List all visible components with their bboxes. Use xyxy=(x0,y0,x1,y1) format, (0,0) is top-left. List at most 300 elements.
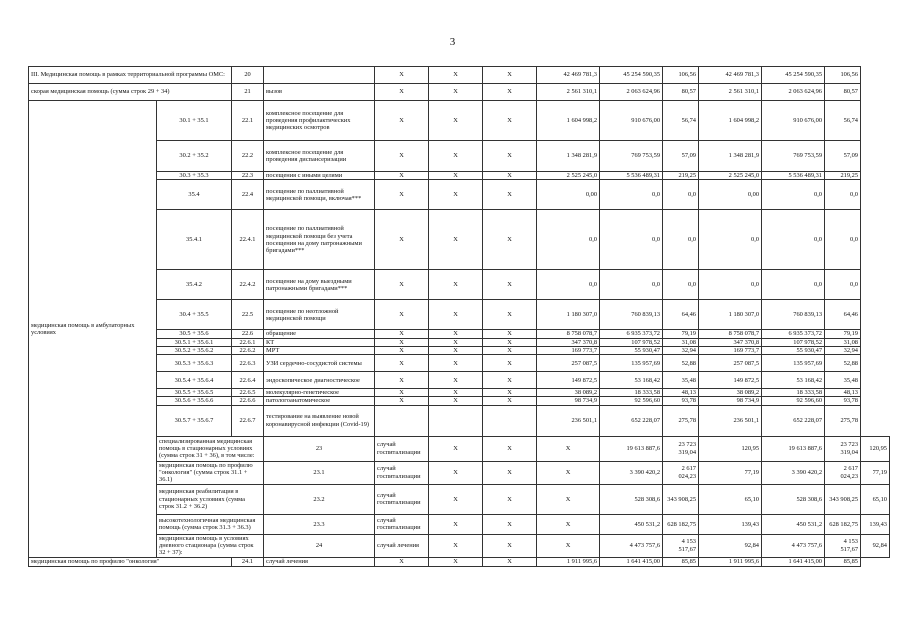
row-value-3: 64,46 xyxy=(663,300,699,330)
row-value-4: 347 370,8 xyxy=(699,338,762,346)
row-line-number: 23.2 xyxy=(264,484,375,514)
row-value-2: 0,0 xyxy=(600,270,663,300)
row-x-3: X xyxy=(483,172,537,180)
row-line-number: 22.4.2 xyxy=(232,270,264,300)
row-x-2: X xyxy=(429,557,483,566)
table-row xyxy=(29,141,890,172)
row-value-6: 31,08 xyxy=(825,338,861,346)
row-unit: посещение на дому выездными патронажными бригадами*** xyxy=(264,270,375,300)
table-row xyxy=(29,346,890,354)
row-unit xyxy=(264,67,375,84)
row-x-3: X xyxy=(483,67,537,84)
row-value-2: 5 536 489,31 xyxy=(600,172,663,180)
page-number: 3 xyxy=(449,36,456,48)
row-value-5: 6 935 373,72 xyxy=(762,330,825,338)
table-row xyxy=(29,300,890,330)
row-line-number: 22.5 xyxy=(232,300,264,330)
medical-care-table xyxy=(28,66,890,567)
row-value-4: 2 561 310,1 xyxy=(699,84,762,101)
row-value-1: 98 734,9 xyxy=(537,397,600,405)
table-row xyxy=(29,355,890,372)
row-value-6: 79,19 xyxy=(825,330,861,338)
row-unit: случай лечения xyxy=(264,557,375,566)
row-value-3: 93,78 xyxy=(663,397,699,405)
row-formula: 30.3 + 35.3 xyxy=(157,172,232,180)
row-x-2: X xyxy=(429,372,483,389)
row-unit: случай госпитализации xyxy=(375,461,429,484)
row-value-2: 652 228,07 xyxy=(600,405,663,436)
row-formula: 30.5 + 35.6 xyxy=(157,330,232,338)
row-value-5: 2 063 624,96 xyxy=(762,84,825,101)
row-label: высокотехнологичная медицинская помощь (сумма строк 31.3 + 36.3) xyxy=(157,514,264,534)
row-formula: 30.5.4 + 35.6.4 xyxy=(157,372,232,389)
row-unit: комплексное посещение для проведения диспансеризации xyxy=(264,141,375,172)
row-x-2: X xyxy=(483,436,537,461)
row-value-2: 769 753,59 xyxy=(600,141,663,172)
row-value-2: 135 957,69 xyxy=(600,355,663,372)
row-x-2 xyxy=(429,405,483,436)
table-row xyxy=(29,210,890,270)
row-value-6: 80,57 xyxy=(825,84,861,101)
row-line-number: 22.6.3 xyxy=(232,355,264,372)
table-row xyxy=(29,461,890,484)
row-unit: МРТ xyxy=(264,346,375,354)
row-x-2: X xyxy=(429,300,483,330)
row-value-5: 0,0 xyxy=(762,210,825,270)
row-value-2: 107 978,52 xyxy=(600,338,663,346)
row-line-number: 22.6.7 xyxy=(232,405,264,436)
row-value-5: 45 254 590,35 xyxy=(762,67,825,84)
row-value-4: 1 911 995,6 xyxy=(699,557,762,566)
row-value-3: 106,56 xyxy=(663,67,699,84)
row-value-3: 48,13 xyxy=(663,389,699,397)
row-x-2: X xyxy=(429,270,483,300)
row-value-4: 450 531,2 xyxy=(762,514,825,534)
row-value-1: 528 308,6 xyxy=(600,484,663,514)
row-line-number: 24.1 xyxy=(232,557,264,566)
row-line-number: 22.4 xyxy=(232,180,264,210)
row-value-2: 6 935 373,72 xyxy=(600,330,663,338)
row-x-1: X xyxy=(429,461,483,484)
row-value-1: 4 473 757,6 xyxy=(600,534,663,557)
row-value-2: 18 333,58 xyxy=(600,389,663,397)
row-value-1: 1 604 998,2 xyxy=(537,101,600,141)
row-value-4: 98 734,9 xyxy=(699,397,762,405)
row-formula: 35.4 xyxy=(157,180,232,210)
row-value-1: 1 348 281,9 xyxy=(537,141,600,172)
row-value-6: 275,78 xyxy=(825,405,861,436)
row-value-6: 0,0 xyxy=(825,210,861,270)
row-value-2: 0,0 xyxy=(600,180,663,210)
row-value-3: 0,0 xyxy=(663,270,699,300)
row-value-1: 3 390 420,2 xyxy=(600,461,663,484)
row-line-number: 23.3 xyxy=(264,514,375,534)
row-value-4: 169 773,7 xyxy=(699,346,762,354)
row-value-6: 0,0 xyxy=(825,270,861,300)
row-line-number: 22.1 xyxy=(232,101,264,141)
row-formula: 30.4 + 35.5 xyxy=(157,300,232,330)
row-value-6: 56,74 xyxy=(825,101,861,141)
row-value-1: 347 370,8 xyxy=(537,338,600,346)
row-x-3: X xyxy=(483,346,537,354)
row-value-3: 0,0 xyxy=(663,180,699,210)
row-line-number: 22.4.1 xyxy=(232,210,264,270)
row-label: скорая медицинская помощь (сумма строк 29 + 34) xyxy=(29,84,232,101)
row-value-5: 55 930,47 xyxy=(762,346,825,354)
row-value-6: 219,25 xyxy=(825,172,861,180)
table-row xyxy=(29,397,890,405)
row-value-2: 1 641 415,00 xyxy=(600,557,663,566)
row-value-3: 120,95 xyxy=(699,436,762,461)
row-value-5: 5 536 489,31 xyxy=(762,172,825,180)
row-x-2: X xyxy=(429,67,483,84)
row-formula: 30.5.3 + 35.6.3 xyxy=(157,355,232,372)
row-value-4: 3 390 420,2 xyxy=(762,461,825,484)
row-value-4: 0,0 xyxy=(699,210,762,270)
row-group-label: медицинская помощь в амбулаторных условиях xyxy=(29,101,157,558)
row-value-4: 0,00 xyxy=(699,180,762,210)
row-value-3: 32,94 xyxy=(663,346,699,354)
row-x-3: X xyxy=(483,141,537,172)
row-x-2: X xyxy=(483,484,537,514)
row-x-1: X xyxy=(375,172,429,180)
row-x-2: X xyxy=(429,101,483,141)
row-value-1: 38 089,2 xyxy=(537,389,600,397)
row-unit: КТ xyxy=(264,338,375,346)
row-value-3: 77,19 xyxy=(699,461,762,484)
row-value-5: 760 839,13 xyxy=(762,300,825,330)
row-value-4: 42 469 781,3 xyxy=(699,67,762,84)
table-row xyxy=(29,101,890,141)
row-line-number: 20 xyxy=(232,67,264,84)
row-value-3: 0,0 xyxy=(663,210,699,270)
table-row xyxy=(29,436,890,461)
row-x-3: X xyxy=(483,300,537,330)
row-x-3: X xyxy=(483,180,537,210)
row-value-5: 0,0 xyxy=(762,180,825,210)
row-x-1: X xyxy=(375,141,429,172)
row-value-4: 1 604 998,2 xyxy=(699,101,762,141)
row-value-3: 79,19 xyxy=(663,330,699,338)
row-formula: 30.5.7 + 35.6.7 xyxy=(157,405,232,436)
row-unit: случай госпитализации xyxy=(375,514,429,534)
row-unit: посещение по неотложной медицинской помощи xyxy=(264,300,375,330)
row-value-3: 275,78 xyxy=(663,405,699,436)
row-x-3 xyxy=(483,405,537,436)
row-value-5: 107 978,52 xyxy=(762,338,825,346)
row-value-5: 53 168,42 xyxy=(762,372,825,389)
row-value-5: 18 333,58 xyxy=(762,389,825,397)
row-value-4: 1 348 281,9 xyxy=(699,141,762,172)
table-row xyxy=(29,405,890,436)
row-value-5: 628 182,75 xyxy=(825,514,861,534)
row-value-6: 0,0 xyxy=(825,180,861,210)
row-value-1: 8 758 078,7 xyxy=(537,330,600,338)
row-x-2: X xyxy=(483,461,537,484)
row-x-1: X xyxy=(375,330,429,338)
row-value-1: 236 501,1 xyxy=(537,405,600,436)
row-label: III. Медицинская помощь в рамках территориальной программы ОМС: xyxy=(29,67,232,84)
row-x-1: X xyxy=(375,270,429,300)
row-value-4: 528 308,6 xyxy=(762,484,825,514)
row-value-3: 92,84 xyxy=(699,534,762,557)
row-x-3: X xyxy=(483,338,537,346)
row-value-3: 80,57 xyxy=(663,84,699,101)
row-formula: 30.5.2 + 35.6.2 xyxy=(157,346,232,354)
row-value-3: 31,08 xyxy=(663,338,699,346)
row-value-5: 23 723 319,04 xyxy=(825,436,861,461)
row-unit: патологоанатомическое xyxy=(264,397,375,405)
row-unit: вызов xyxy=(264,84,375,101)
row-value-5: 4 153 517,67 xyxy=(825,534,861,557)
row-x-3: X xyxy=(483,101,537,141)
row-x-1: X xyxy=(375,101,429,141)
row-value-6: 57,09 xyxy=(825,141,861,172)
row-value-4: 257 087,5 xyxy=(699,355,762,372)
row-value-5: 343 908,25 xyxy=(825,484,861,514)
row-x-2: X xyxy=(429,330,483,338)
row-x-3: X xyxy=(483,355,537,372)
row-value-6: 77,19 xyxy=(861,461,890,484)
row-value-3: 139,43 xyxy=(699,514,762,534)
table-row xyxy=(29,534,890,557)
row-x-3: X xyxy=(537,461,600,484)
row-value-5: 92 596,60 xyxy=(762,397,825,405)
table-row xyxy=(29,484,890,514)
table-row xyxy=(29,389,890,397)
table-row xyxy=(29,372,890,389)
row-line-number: 23.1 xyxy=(264,461,375,484)
row-value-1: 450 531,2 xyxy=(600,514,663,534)
row-unit: комплексное посещение для проведения профилактических медицинских осмотров xyxy=(264,101,375,141)
row-value-6: 93,78 xyxy=(825,397,861,405)
row-value-6: 32,94 xyxy=(825,346,861,354)
row-line-number: 22.2 xyxy=(232,141,264,172)
row-value-6: 52,88 xyxy=(825,355,861,372)
row-line-number: 22.6.5 xyxy=(232,389,264,397)
row-x-2: X xyxy=(429,397,483,405)
row-x-2: X xyxy=(429,180,483,210)
row-value-2: 92 596,60 xyxy=(600,397,663,405)
row-value-6: 139,43 xyxy=(861,514,890,534)
row-x-1: X xyxy=(429,534,483,557)
row-value-1: 257 087,5 xyxy=(537,355,600,372)
row-value-2: 53 168,42 xyxy=(600,372,663,389)
row-x-1: X xyxy=(375,67,429,84)
row-value-2: 343 908,25 xyxy=(663,484,699,514)
row-line-number: 24 xyxy=(264,534,375,557)
table-row xyxy=(29,180,890,210)
row-value-5: 1 641 415,00 xyxy=(762,557,825,566)
row-value-4: 0,0 xyxy=(699,270,762,300)
row-value-1: 0,0 xyxy=(537,210,600,270)
row-x-1: X xyxy=(375,397,429,405)
row-unit: случай лечения xyxy=(375,534,429,557)
row-x-3: X xyxy=(537,534,600,557)
table-row xyxy=(29,338,890,346)
row-value-1: 2 525 245,0 xyxy=(537,172,600,180)
row-line-number: 23 xyxy=(264,436,375,461)
row-x-1: X xyxy=(375,389,429,397)
row-line-number: 22.6.4 xyxy=(232,372,264,389)
row-value-4: 8 758 078,7 xyxy=(699,330,762,338)
row-x-1: X xyxy=(375,372,429,389)
row-line-number: 22.6 xyxy=(232,330,264,338)
row-x-2: X xyxy=(429,172,483,180)
row-label: медицинская помощь в условиях дневного стационара (сумма строк 32 + 37): xyxy=(157,534,264,557)
row-value-4: 4 473 757,6 xyxy=(762,534,825,557)
row-value-2: 0,0 xyxy=(600,210,663,270)
row-x-1: X xyxy=(375,210,429,270)
row-x-3: X xyxy=(483,270,537,300)
row-value-5: 135 957,69 xyxy=(762,355,825,372)
row-value-4: 1 180 307,0 xyxy=(699,300,762,330)
row-value-1: 42 469 781,3 xyxy=(537,67,600,84)
row-unit: эндоскопическое диагностическое xyxy=(264,372,375,389)
row-x-2: X xyxy=(483,534,537,557)
row-x-3: X xyxy=(483,557,537,566)
row-value-5: 769 753,59 xyxy=(762,141,825,172)
row-value-5: 652 228,07 xyxy=(762,405,825,436)
row-value-6: 92,84 xyxy=(861,534,890,557)
row-value-1: 0,0 xyxy=(537,270,600,300)
row-value-3: 85,85 xyxy=(663,557,699,566)
table-row xyxy=(29,330,890,338)
row-unit: посещения с иными целями xyxy=(264,172,375,180)
row-value-1: 169 773,7 xyxy=(537,346,600,354)
table-row xyxy=(29,270,890,300)
table-row xyxy=(29,172,890,180)
row-x-2: X xyxy=(429,141,483,172)
row-x-1: X xyxy=(429,436,483,461)
row-value-3: 57,09 xyxy=(663,141,699,172)
row-line-number: 21 xyxy=(232,84,264,101)
row-x-3: X xyxy=(483,372,537,389)
row-line-number: 22.3 xyxy=(232,172,264,180)
row-value-6: 48,13 xyxy=(825,389,861,397)
row-formula: 35.4.1 xyxy=(157,210,232,270)
row-x-2: X xyxy=(429,346,483,354)
row-value-4: 19 613 887,6 xyxy=(762,436,825,461)
row-x-1: X xyxy=(375,346,429,354)
row-label: медицинская помощь по профилю "онкология" (сумма строк 31.1 + 36.1) xyxy=(157,461,264,484)
row-unit: случай госпитализации xyxy=(375,484,429,514)
row-label: специализированная медицинская помощь в стационарных условиях (сумма строк 31 + 36), в том числе: xyxy=(157,436,264,461)
row-formula: 30.2 + 35.2 xyxy=(157,141,232,172)
row-value-6: 65,10 xyxy=(861,484,890,514)
table-row xyxy=(29,557,890,566)
row-value-2: 55 930,47 xyxy=(600,346,663,354)
table-row xyxy=(29,67,890,84)
row-formula: 30.5.6 + 35.6.6 xyxy=(157,397,232,405)
row-x-3: X xyxy=(483,397,537,405)
row-value-2: 910 676,00 xyxy=(600,101,663,141)
table-row xyxy=(29,84,890,101)
row-value-6: 106,56 xyxy=(825,67,861,84)
row-x-2: X xyxy=(429,389,483,397)
row-value-2: 2 063 624,96 xyxy=(600,84,663,101)
row-value-6: 35,48 xyxy=(825,372,861,389)
row-label: медицинская помощь по профилю "онкология" xyxy=(29,557,232,566)
row-value-4: 2 525 245,0 xyxy=(699,172,762,180)
row-value-4: 236 501,1 xyxy=(699,405,762,436)
row-value-3: 35,48 xyxy=(663,372,699,389)
row-x-1: X xyxy=(375,180,429,210)
row-x-3: X xyxy=(537,514,600,534)
row-value-1: 1 911 995,6 xyxy=(537,557,600,566)
row-formula: 30.1 + 35.1 xyxy=(157,101,232,141)
row-x-3: X xyxy=(483,84,537,101)
row-value-4: 38 089,2 xyxy=(699,389,762,397)
row-x-3: X xyxy=(483,210,537,270)
row-x-1: X xyxy=(429,484,483,514)
row-value-2: 628 182,75 xyxy=(663,514,699,534)
row-formula: 30.5.1 + 35.6.1 xyxy=(157,338,232,346)
row-x-2: X xyxy=(429,84,483,101)
row-formula: 30.5.5 + 35.6.5 xyxy=(157,389,232,397)
row-value-4: 149 872,5 xyxy=(699,372,762,389)
row-value-3: 56,74 xyxy=(663,101,699,141)
row-value-3: 65,10 xyxy=(699,484,762,514)
row-value-6: 64,46 xyxy=(825,300,861,330)
row-x-2: X xyxy=(429,338,483,346)
row-unit: посещение по паллиативной медицинской помощи, включая*** xyxy=(264,180,375,210)
row-value-2: 760 839,13 xyxy=(600,300,663,330)
row-x-2: X xyxy=(483,514,537,534)
row-x-1: X xyxy=(375,557,429,566)
row-x-3: X xyxy=(537,436,600,461)
row-x-2: X xyxy=(429,210,483,270)
row-unit: тестирование на выявление новой коронавирусной инфекции (Covid-19) xyxy=(264,405,375,436)
row-value-2: 4 153 517,67 xyxy=(663,534,699,557)
row-value-1: 19 613 887,6 xyxy=(600,436,663,461)
row-unit: посещение по паллиативной медицинской помощи без учета посещения на дому патронажными бригадами*** xyxy=(264,210,375,270)
row-value-5: 910 676,00 xyxy=(762,101,825,141)
row-value-6: 85,85 xyxy=(825,557,861,566)
row-value-5: 0,0 xyxy=(762,270,825,300)
row-value-2: 23 723 319,04 xyxy=(663,436,699,461)
row-value-1: 149 872,5 xyxy=(537,372,600,389)
row-x-2: X xyxy=(429,355,483,372)
row-value-3: 52,88 xyxy=(663,355,699,372)
row-value-2: 2 617 024,23 xyxy=(663,461,699,484)
row-x-1 xyxy=(375,405,429,436)
row-label: медицинская реабилитация в стационарных условиях (сумма строк 31.2 + 36.2) xyxy=(157,484,264,514)
table-row xyxy=(29,514,890,534)
row-x-3: X xyxy=(483,389,537,397)
row-value-2: 45 254 590,35 xyxy=(600,67,663,84)
row-formula: 35.4.2 xyxy=(157,270,232,300)
row-unit: УЗИ сердечно-сосудистой системы xyxy=(264,355,375,372)
row-line-number: 22.6.1 xyxy=(232,338,264,346)
row-line-number: 22.6.2 xyxy=(232,346,264,354)
row-value-1: 1 180 307,0 xyxy=(537,300,600,330)
row-value-1: 2 561 310,1 xyxy=(537,84,600,101)
row-x-1: X xyxy=(375,338,429,346)
row-value-1: 0,00 xyxy=(537,180,600,210)
row-unit: обращение xyxy=(264,330,375,338)
row-line-number: 22.6.6 xyxy=(232,397,264,405)
row-x-1: X xyxy=(375,84,429,101)
row-x-1: X xyxy=(375,355,429,372)
row-x-3: X xyxy=(537,484,600,514)
row-x-1: X xyxy=(375,300,429,330)
row-x-1: X xyxy=(429,514,483,534)
row-value-5: 2 617 024,23 xyxy=(825,461,861,484)
row-value-3: 219,25 xyxy=(663,172,699,180)
row-value-6: 120,95 xyxy=(861,436,890,461)
row-x-3: X xyxy=(483,330,537,338)
